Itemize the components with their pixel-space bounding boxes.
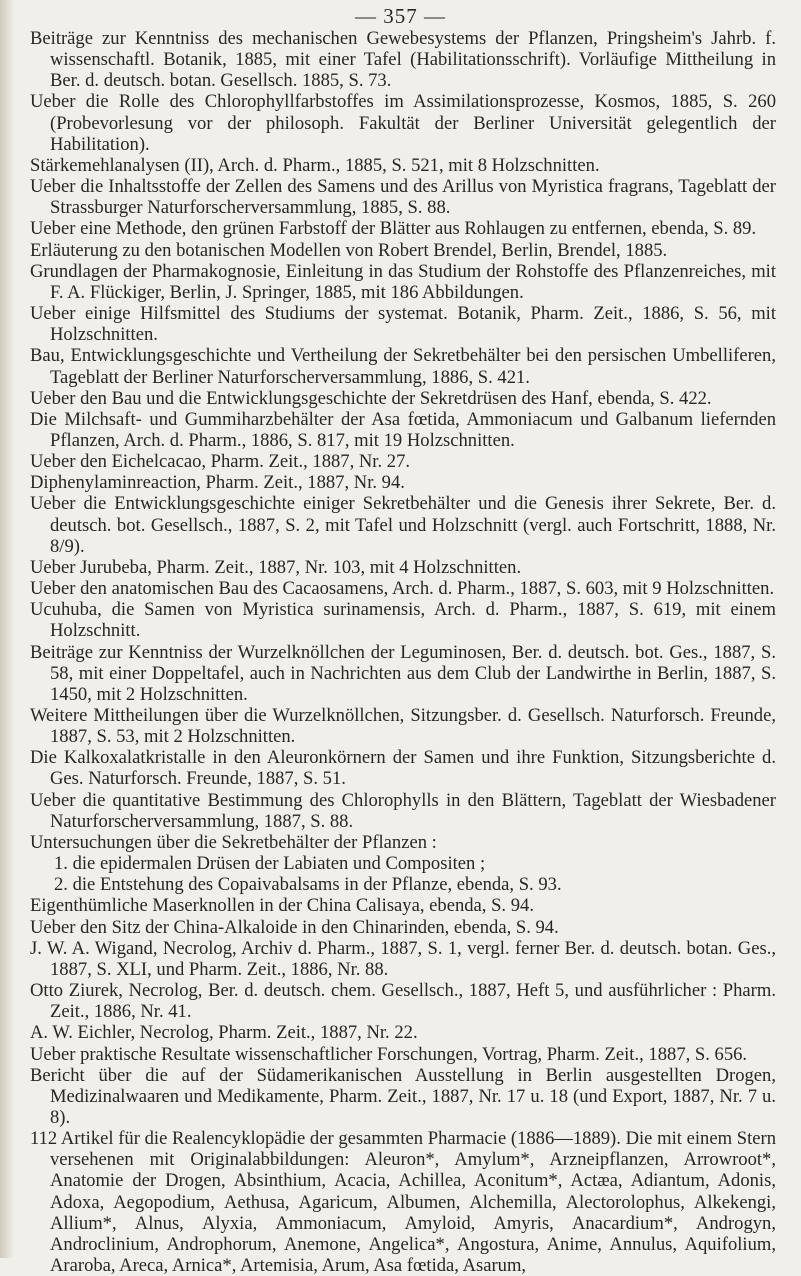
- page-edge-shadow: [0, 0, 14, 1258]
- bibliography-entry: Grundlagen der Pharmakognosie, Einleitung in das Studium der Rohstoffe des Pflanzenreiches, mit F. A. Flückiger, Berlin, J. Springer, 1885, mit 186 Abbildungen.: [30, 260, 776, 303]
- bibliography-entry: 112 Artikel für die Realencyklopädie der gesammten Pharmacie (1886—1889). Die mit einem Stern versehenen mit Originalabbildungen: Aleuron*, Amylum*, Arzneipflanzen, Arrowroot*, Anatomie der Drogen, Absinthium, Acacia, Achillea, Aconitum*, Actæa, Adiantum, Adonis, Adoxa, Aegopodium, Aethusa, Agaricum, Albumen, Alchemilla, Alectorolophus, Alkekengi, Allium*, Alnus, Alyxia, Ammoniacum, Amyloid, Amyris, Anacardium*, Androgyn, Androclinium, Androphorum, Anemone, Angelica*, Angostura, Anime, Annulus, Aquifolium, Araroba, Areca, Arnica*, Artemisia, Arum, Asa fœtida, Asarum,: [30, 1128, 776, 1276]
- bibliography-entry: Beiträge zur Kenntniss der Wurzelknöllchen der Leguminosen, Ber. d. deutsch. bot. Ges., 1887, S. 58, mit einer Doppeltafel, auch in Nachrichten aus dem Club der Landwirthe in Berlin, 1887, S. 1450, mit 2 Holzschnitten.: [30, 641, 776, 705]
- bibliography-entry: Ueber die Rolle des Chlorophyllfarbstoffes im Assimilationsprozesse, Kosmos, 1885, S. 260 (Probevorlesung vor der philosoph. Fakultät der Berliner Universität gelegentlich der Habilitation).: [30, 91, 776, 155]
- bibliography-entry: Ueber einige Hilfsmittel des Studiums der systemat. Botanik, Pharm. Zeit., 1886, S. 56, mit Holzschnitten.: [30, 303, 776, 346]
- bibliography-entry: Diphenylaminreaction, Pharm. Zeit., 1887, Nr. 94.: [30, 472, 405, 494]
- bibliography-entry: Eigenthümliche Maserknollen in der China Calisaya, ebenda, S. 94.: [30, 895, 534, 917]
- bibliography-entry: Untersuchungen über die Sekretbehälter der Pflanzen :: [30, 831, 437, 853]
- bibliography-entry: Ueber eine Methode, den grünen Farbstoff der Blätter aus Rohlaugen zu entfernen, ebenda, S. 89.: [30, 218, 757, 240]
- bibliography-list: [30, 28, 776, 1276]
- bibliography-entry: Die Milchsaft- und Gummiharzbehälter der Asa fœtida, Ammoniacum und Galbanum liefernden Pflanzen, Arch. d. Pharm., 1886, S. 817, mit 19 Holzschnitten.: [30, 408, 776, 451]
- page-number: — 357 —: [355, 4, 446, 28]
- bibliography-entry: Ueber die Inhaltsstoffe der Zellen des Samens und des Arillus von Myristica fragrans, Tageblatt der Strassburger Naturforscherversammlung, 1885, S. 88.: [30, 176, 776, 219]
- bibliography-entry: Ueber den Sitz der China-Alkaloide in den Chinarinden, ebenda, S. 94.: [30, 916, 559, 938]
- bibliography-entry: Weitere Mittheilungen über die Wurzelknöllchen, Sitzungsber. d. Gesellsch. Naturforsch. Freunde, 1887, S. 53, mit 2 Holzschnitten.: [30, 705, 776, 748]
- bibliography-subentry: 2. die Entstehung des Copaivabalsams in der Pflanze, ebenda, S. 93.: [54, 874, 562, 896]
- bibliography-entry: Ueber die quantitative Bestimmung des Chlorophylls in den Blättern, Tageblatt der Wiesbadener Naturforscherversammlung, 1887, S. 88.: [30, 789, 776, 832]
- bibliography-entry: Ueber die Entwicklungsgeschichte einiger Sekretbehälter und die Genesis ihrer Sekrete, Ber. d. deutsch. bot. Gesellsch., 1887, S. 2, mit Tafel und Holzschnitt (vergl. auch Fortschritt, 1888, Nr. 8/9).: [30, 493, 776, 557]
- bibliography-entry: Ueber den Eichelcacao, Pharm. Zeit., 1887, Nr. 27.: [30, 451, 411, 473]
- bibliography-entry: Ucuhuba, die Samen von Myristica surinamensis, Arch. d. Pharm., 1887, S. 619, mit einem Holzschnitt.: [30, 599, 776, 642]
- bibliography-subentry: 1. die epidermalen Drüsen der Labiaten und Compositen ;: [54, 853, 486, 875]
- bibliography-entry: Ueber den Bau und die Entwicklungsgeschichte der Sekretdrüsen des Hanf, ebenda, S. 422.: [30, 387, 712, 409]
- bibliography-entry: Ueber praktische Resultate wissenschaftlicher Forschungen, Vortrag, Pharm. Zeit., 1887, S. 656.: [30, 1043, 748, 1065]
- bibliography-entry: A. W. Eichler, Necrolog, Pharm. Zeit., 1887, Nr. 22.: [30, 1022, 418, 1044]
- bibliography-entry: J. W. A. Wigand, Necrolog, Archiv d. Pharm., 1887, S. 1, vergl. ferner Ber. d. deutsch. botan. Ges., 1887, S. XLI, und Pharm. Zeit., 1886, Nr. 88.: [30, 937, 776, 980]
- bibliography-entry: Otto Ziurek, Necrolog, Ber. d. deutsch. chem. Gesellsch., 1887, Heft 5, und ausführlicher : Pharm. Zeit., 1886, Nr. 41.: [30, 980, 776, 1023]
- bibliography-entry: Beiträge zur Kenntniss des mechanischen Gewebesystems der Pflanzen, Pringsheim's Jahrb. f. wissenschaftl. Botanik, 1885, mit einer Tafel (Habilitationsschrift). Vorläufige Mittheilung in Ber. d. deutsch. botan. Gesellsch. 1885, S. 73.: [30, 28, 776, 92]
- bibliography-entry: Bericht über die auf der Südamerikanischen Ausstellung in Berlin ausgestellten Drogen, Medizinalwaaren und Medikamente, Pharm. Zeit., 1887, Nr. 17 u. 18 (und Export, 1887, Nr. 7 u. 8).: [30, 1064, 776, 1128]
- bibliography-entry: Stärkemehlanalysen (II), Arch. d. Pharm., 1885, S. 521, mit 8 Holzschnitten.: [30, 154, 600, 176]
- bibliography-entry: Erläuterung zu den botanischen Modellen von Robert Brendel, Berlin, Brendel, 1885.: [30, 239, 668, 261]
- bibliography-entry: Die Kalkoxalatkristalle in den Aleuronkörnern der Samen und ihre Funktion, Sitzungsberichte d. Ges. Naturforsch. Freunde, 1887, S. 51.: [30, 747, 776, 790]
- bibliography-entry: Bau, Entwicklungsgeschichte und Vertheilung der Sekretbehälter bei den persischen Umbelliferen, Tageblatt der Berliner Naturforscherversammlung, 1886, S. 421.: [30, 345, 776, 388]
- bibliography-entry: Ueber den anatomischen Bau des Cacaosamens, Arch. d. Pharm., 1887, S. 603, mit 9 Holzschnitten.: [30, 578, 775, 600]
- bibliography-entry: Ueber Jurubeba, Pharm. Zeit., 1887, Nr. 103, mit 4 Holzschnitten.: [30, 556, 522, 578]
